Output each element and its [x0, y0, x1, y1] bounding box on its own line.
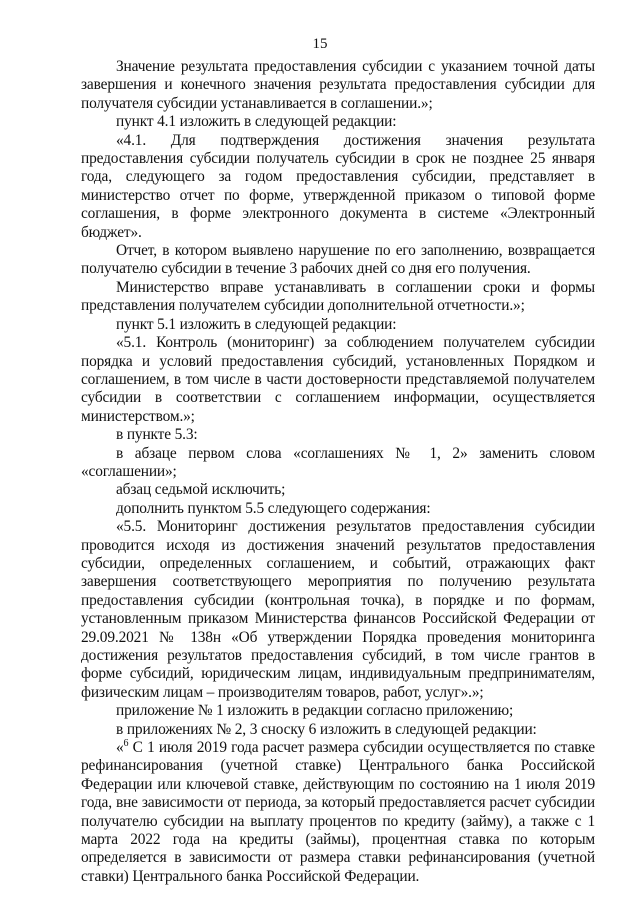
paragraph: в абзаце первом слова «соглашениях № 1, 2» заменить словом «соглашении»; [81, 444, 595, 480]
paragraph: в приложениях № 2, 3 сноску 6 изложить в следующей редакции: [116, 720, 537, 738]
open-quote: « [116, 739, 124, 757]
paragraph: приложение № 1 изложить в редакции согласно приложению; [116, 702, 514, 720]
paragraph: в пункте 5.3: [116, 426, 198, 444]
paragraph: абзац седьмой исключить; [116, 481, 286, 499]
paragraph: Министерство вправе устанавливать в соглашении сроки и формы представления получателем субсидии дополнительной отчетности.»; [81, 278, 595, 315]
paragraph: пункт 4.1 изложить в следующей редакции: [116, 113, 397, 131]
paragraph: «5.1. Контроль (мониторинг) за соблюдением получателем субсидии порядка и условий предоставления субсидий, установленных Порядком и соглашением, в том числе в части достоверности представляемой получателем субсидии в соответствии с соглашением информации, осуществляется министерством.»; [81, 334, 595, 425]
footnote-mark: 6 [123, 737, 129, 749]
paragraph: Значение результата предоставления субсидии с указанием точной даты завершения и конечного значения результата предоставления субсидии для получателя субсидии устанавливается в соглашении.»; [81, 58, 595, 112]
footnote-text: С 1 июля 2019 года расчет размера субсидии осуществляется по ставке рефинансирования (учетной ставке) Центрального банка Российской Федерации или ключевой ставке, действующим по состоянию на 1 июля 2019 года, вне зависимости от периода, за который предоставляется расчет субсидии получателю субсидии на выплату процентов по кредиту (займу), а также с 1 марта 2022 года на кредиты (займы), процентная ставка по которым определяется в зависимости от размера ставки рефинансирования (учетной ставки) Центрального банка Российской Федерации. [81, 739, 595, 885]
paragraph: пункт 5.1 изложить в следующей редакции: [116, 315, 397, 333]
paragraph: Отчет, в котором выявлено нарушение по его заполнению, возвращается получателю субсидии в течение 3 рабочих дней со дня его получения. [81, 242, 595, 278]
paragraph: «4.1. Для подтверждения достижения значения результата предоставления субсидии получатель субсидии в срок не позднее 25 января года, следующего за годом предоставления субсидии, представляет в министерство отчет по форме, утвержденной приказом о типовой форме соглашения, в форме электронного документа в системе «Электронный бюджет». [81, 131, 595, 241]
document-body [81, 58, 595, 886]
paragraph: дополнить пунктом 5.5 следующего содержания: [116, 499, 431, 517]
paragraph: «5.5. Мониторинг достижения результатов предоставления субсидии проводится исходя из достижения значений результатов предоставления субсидии, определенных соглашением, и событий, отражающих факт завершения соответствующего мероприятия по получению результата предоставления субсидии (контрольная точка), в порядке и по формам, установленным приказом Министерства финансов Российской Федерации от 29.09.2021 № 138н «Об утверждении Порядка проведения мониторинга достижения результатов предоставления субсидий, в том числе грантов в форме субсидий, юридическим лицам, индивидуальным предпринимателям, физическим лицам – производителям товаров, работ, услуг».»; [81, 518, 595, 701]
footnote-paragraph [81, 739, 595, 886]
page-number: 15 [312, 36, 328, 52]
